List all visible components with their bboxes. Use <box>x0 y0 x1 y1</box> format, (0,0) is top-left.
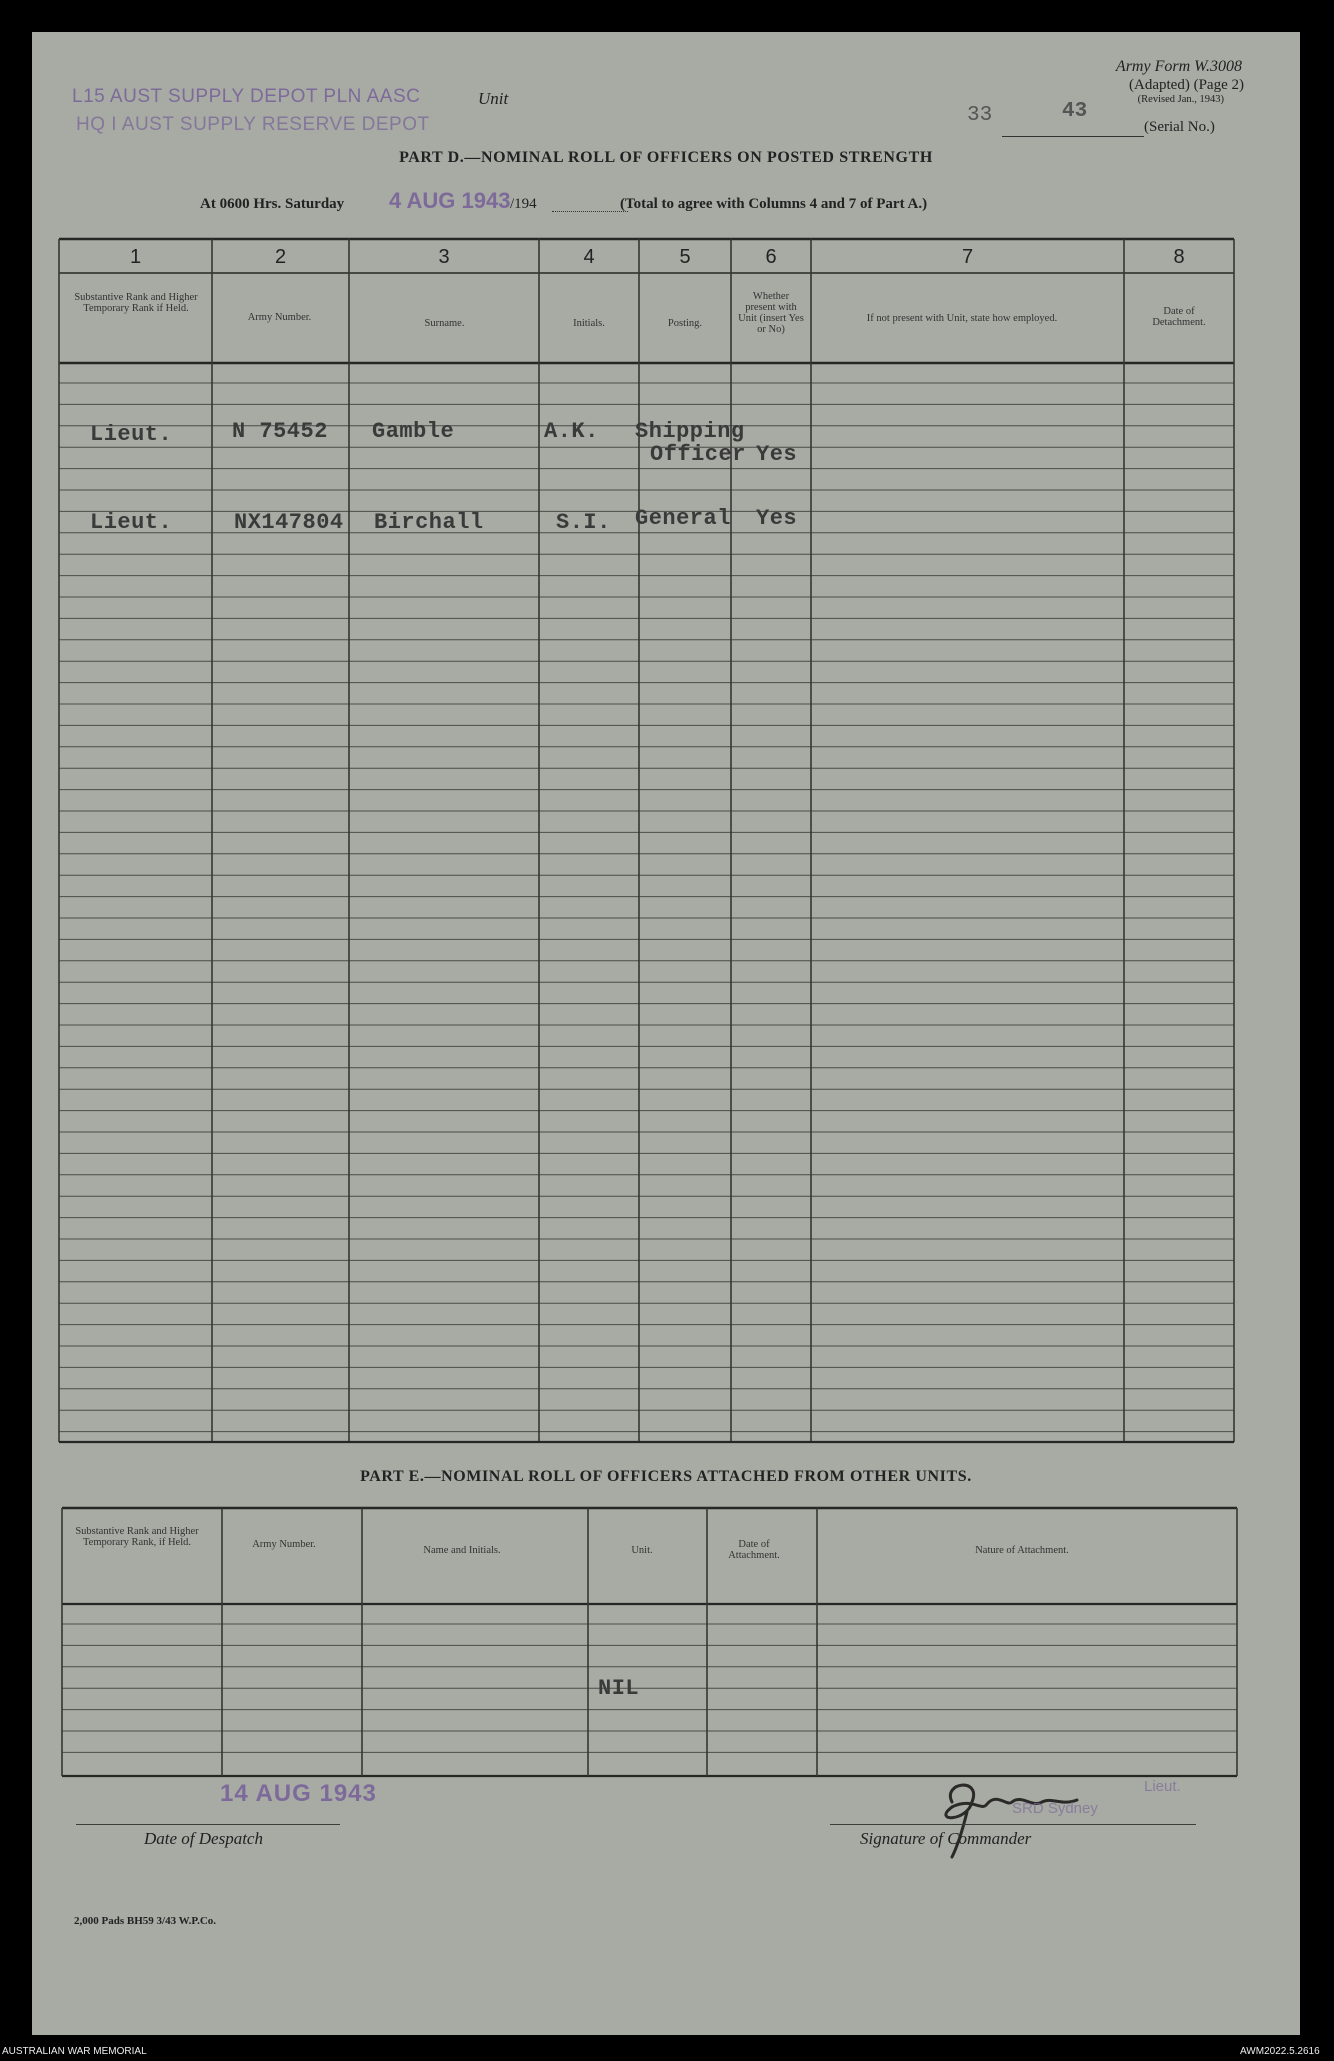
col-number-8: 8 <box>1173 246 1185 268</box>
row2-army-number: NX147804 <box>234 510 344 535</box>
printer-note: 2,000 Pads BH59 3/43 W.P.Co. <box>74 1915 217 1927</box>
part-e-title: PART E.—NOMINAL ROLL OF OFFICERS ATTACHED FROM OTHER UNITS. <box>360 1468 972 1485</box>
total-note: (Total to agree with Columns 4 and 7 of Part A.) <box>620 196 928 212</box>
e-header-rank: Substantive Rank and Higher Temporary Rank, if Held. <box>75 1526 199 1548</box>
row2-present: Yes <box>756 506 798 531</box>
signature-unit-stamp: SRD Sydney <box>1012 1800 1098 1817</box>
part-e-entry: NIL <box>598 1676 640 1701</box>
serial-number-right: 43 <box>1062 100 1088 123</box>
row1-initials: A.K. <box>544 419 599 444</box>
posted-date-stamp: 4 AUG 1943 <box>389 188 511 213</box>
e-header-army-number: Army Number. <box>252 1539 316 1550</box>
header-present: Whether present with Unit (insert Yes or No) <box>738 291 804 335</box>
unit-stamp-line2: HQ I AUST SUPPLY RESERVE DEPOT <box>76 114 430 135</box>
col-number-4: 4 <box>583 246 595 268</box>
e-header-unit: Unit. <box>631 1545 653 1556</box>
col-number-6: 6 <box>765 246 777 268</box>
archive-institution: AUSTRALIAN WAR MEMORIAL <box>2 2046 147 2057</box>
signature-label: Signature of Commander <box>860 1829 1032 1848</box>
row1-present: Yes <box>756 442 798 467</box>
row1-army-number: N 75452 <box>232 419 328 444</box>
signature-line <box>830 1824 1196 1825</box>
header-initials: Initials. <box>573 318 605 329</box>
form-id: Army Form W.3008 <box>1115 58 1242 75</box>
archive-reference: AWM2022.5.2616 <box>1240 2046 1320 2057</box>
part-e-grid <box>32 32 1300 2035</box>
despatch-date-line <box>76 1824 340 1825</box>
col-number-1: 1 <box>129 246 142 268</box>
form-revised: (Revised Jan., 1943) <box>1137 94 1224 105</box>
col-number-5: 5 <box>679 246 691 268</box>
row2-surname: Birchall <box>374 510 484 535</box>
header-detachment: Date of Detachment. <box>1152 306 1206 328</box>
header-surname: Surname. <box>424 318 465 329</box>
date-of-despatch-label: Date of Despatch <box>144 1829 263 1848</box>
header-army-number: Army Number. <box>247 312 312 323</box>
header-not-present: If not present with Unit, state how employed. <box>866 313 1058 324</box>
col-number-3: 3 <box>438 246 450 268</box>
col-number-7: 7 <box>961 246 974 268</box>
at-hours-label: At 0600 Hrs. Saturday <box>200 196 345 212</box>
row2-initials: S.I. <box>556 510 611 535</box>
row2-posting-line1: General <box>635 506 731 531</box>
e-header-date: Date of Attachment. <box>728 1539 780 1561</box>
form-adapted: (Adapted) (Page 2) <box>1129 77 1244 93</box>
row1-posting-line1: Shipping <box>635 419 745 444</box>
row1-rank: Lieut. <box>90 422 173 447</box>
header-rank: Substantive Rank and Higher Temporary Rank if Held. <box>74 292 198 314</box>
row1-posting-line2: Officer <box>650 442 746 467</box>
e-header-name: Name and Initials. <box>423 1545 501 1556</box>
unit-stamp-line1: L15 AUST SUPPLY DEPOT PLN AASC <box>72 86 421 107</box>
form-sheet <box>32 32 1300 2035</box>
despatch-date-stamp: 14 AUG 1943 <box>220 1780 377 1807</box>
unit-label: Unit <box>478 89 509 108</box>
serial-number-left: 33 <box>967 104 993 127</box>
year-suffix: /194 <box>510 196 537 212</box>
signature-rank-stamp: Lieut. <box>1144 1778 1181 1795</box>
col-number-2: 2 <box>274 246 287 268</box>
part-d-title: PART D.—NOMINAL ROLL OF OFFICERS ON POSTED STRENGTH <box>399 149 933 166</box>
row2-rank: Lieut. <box>90 510 173 535</box>
header-posting: Posting. <box>667 318 703 329</box>
row1-surname: Gamble <box>372 419 455 444</box>
serial-number-label: (Serial No.) <box>1144 119 1215 135</box>
e-header-nature: Nature of Attachment. <box>975 1545 1069 1556</box>
